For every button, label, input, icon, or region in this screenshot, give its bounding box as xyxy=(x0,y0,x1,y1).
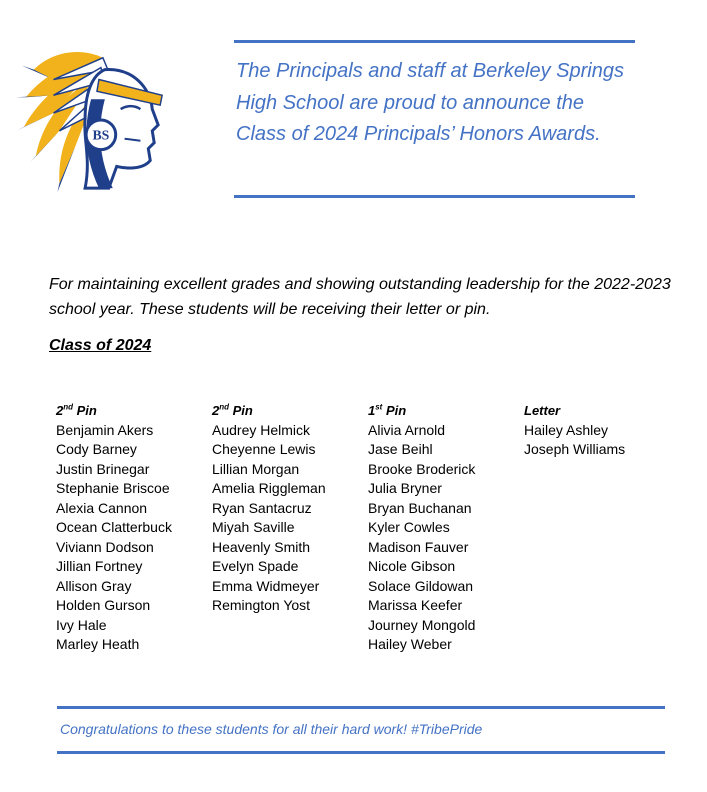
student-name: Jillian Fortney xyxy=(56,558,143,574)
student-name: Audrey Helmick xyxy=(212,421,311,438)
footer-congratulations: Congratulations to these students for all their hard work! #TribePride xyxy=(60,721,483,737)
announcement-headline: The Principals and staff at Berkeley Springs High School are proud to announce the Class of 2024 Principals’ Honors Awards. xyxy=(236,60,624,145)
student-name: Marissa Keefer xyxy=(368,597,463,613)
student-name: Julia Bryner xyxy=(368,480,442,496)
student-name: Jase Beihl xyxy=(368,441,433,457)
student-list xyxy=(368,421,475,655)
student-name: Marley Heath xyxy=(56,636,140,652)
bs-monogram: BS xyxy=(92,127,110,143)
student-name: Madison Fauver xyxy=(368,538,469,555)
student-name: Benjamin Akers xyxy=(56,421,154,438)
award-column-1 xyxy=(56,401,172,655)
student-name: Viviann Dodson xyxy=(56,538,154,555)
student-name: Alexia Cannon xyxy=(56,499,148,516)
student-name: Brooke Broderick xyxy=(368,460,476,477)
student-name: Journey Mongold xyxy=(368,616,476,633)
award-column-2 xyxy=(212,401,326,616)
footer-top-rule xyxy=(57,706,665,709)
student-name: Lillian Morgan xyxy=(212,460,300,477)
student-list xyxy=(56,421,172,655)
student-name: Ryan Santacruz xyxy=(212,499,312,516)
intro-paragraph: For maintaining excellent grades and showing outstanding leadership for the 2022-2023 school year. These students will be receiving their letter or pin. xyxy=(49,276,671,318)
column-heading: 2nd Pin xyxy=(56,402,97,418)
student-name: Joseph Williams xyxy=(524,441,626,457)
student-name: Justin Brinegar xyxy=(56,460,150,477)
student-list xyxy=(524,421,625,460)
student-name: Solace Gildowan xyxy=(368,577,474,594)
header-top-rule xyxy=(234,40,635,43)
student-name: Cheyenne Lewis xyxy=(212,441,316,457)
student-name: Ivy Hale xyxy=(56,616,107,633)
header-bottom-rule xyxy=(234,195,635,198)
footer-bottom-rule xyxy=(57,751,665,754)
student-name: Evelyn Spade xyxy=(212,558,299,574)
student-name: Remington Yost xyxy=(212,597,311,613)
column-heading: 2nd Pin xyxy=(212,402,253,418)
column-heading: 1st Pin xyxy=(368,402,407,418)
student-name: Hailey Ashley xyxy=(524,421,609,438)
student-name: Nicole Gibson xyxy=(368,558,456,574)
student-list xyxy=(212,421,326,616)
student-name: Hailey Weber xyxy=(368,636,452,652)
award-column-3 xyxy=(368,401,475,655)
student-name: Kyler Cowles xyxy=(368,519,450,535)
award-column-4 xyxy=(524,401,625,460)
student-name: Heavenly Smith xyxy=(212,538,311,555)
student-name: Bryan Buchanan xyxy=(368,499,472,516)
column-heading: Letter xyxy=(524,403,561,418)
student-name: Emma Widmeyer xyxy=(212,577,320,594)
student-name: Cody Barney xyxy=(56,441,137,457)
student-name: Allison Gray xyxy=(56,577,132,594)
student-name: Miyah Saville xyxy=(212,519,295,535)
student-name: Amelia Riggleman xyxy=(212,480,326,496)
student-name: Holden Gurson xyxy=(56,597,151,613)
student-name: Ocean Clatterbuck xyxy=(56,519,172,535)
class-heading: Class of 2024 xyxy=(49,337,152,354)
school-mascot-logo xyxy=(14,40,172,198)
student-name: Alivia Arnold xyxy=(368,421,446,438)
student-name: Stephanie Briscoe xyxy=(56,480,170,496)
